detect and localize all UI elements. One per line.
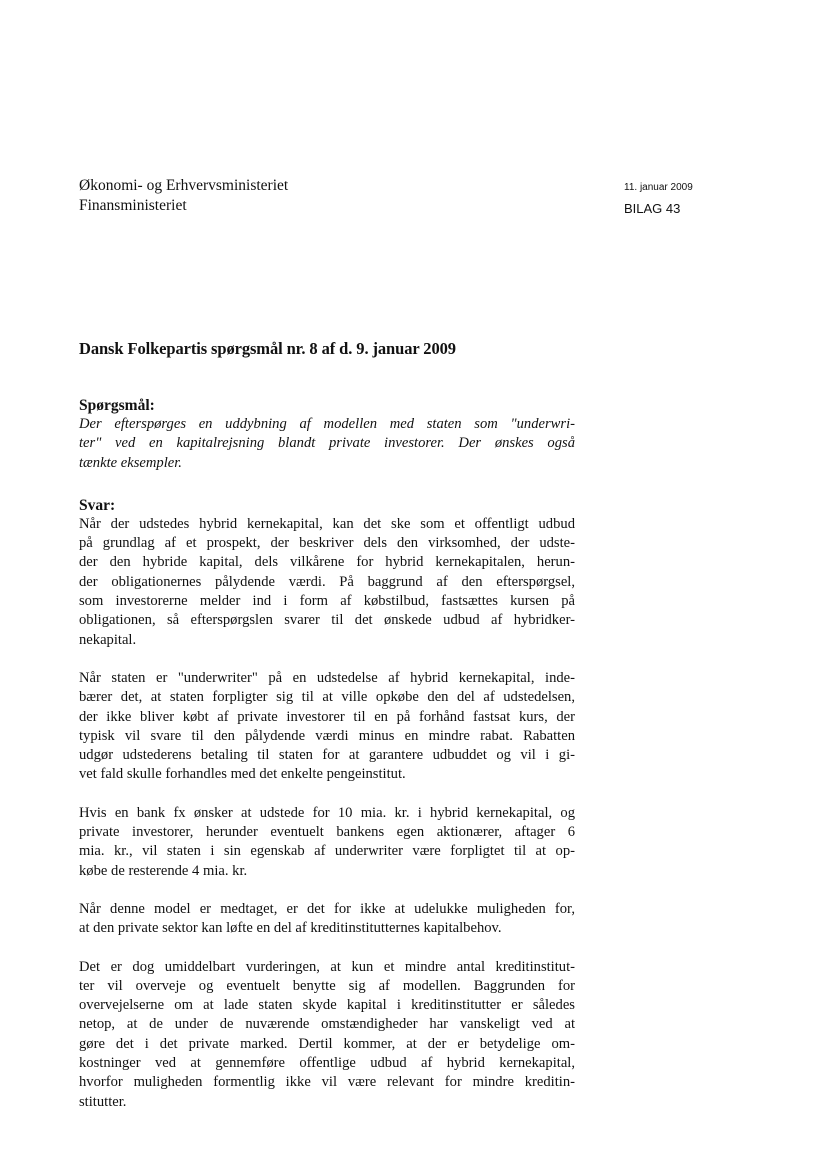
answer-line: private investorer, herunder eventuelt bankens egen aktionærer, aftager 6 — [79, 824, 575, 841]
answer-paragraph — [79, 515, 575, 650]
answer-line: købe de resterende 4 mia. kr. — [79, 862, 248, 879]
bilag-number: BILAG 43 — [624, 201, 681, 216]
answer-heading: Svar: — [79, 496, 116, 514]
ministry-block — [79, 176, 288, 216]
answer-line: nekapital. — [79, 631, 137, 648]
answer-paragraph — [79, 900, 575, 939]
answer-line: bærer det, at staten forpligter sig til at ville opkøbe den del af udstedelsen, — [79, 689, 575, 706]
answer-line: at den private sektor kan løfte en del af kreditinstitutternes kapitalbehov. — [79, 920, 502, 937]
document-body — [79, 396, 575, 1131]
answer-line: mia. kr., vil staten i sin egenskab af underwriter være forpligtet til at op- — [79, 843, 575, 860]
answer-line: Hvis en bank fx ønsker at udstede for 10 mia. kr. i hybrid kernekapital, og — [79, 804, 575, 821]
answer-paragraph — [79, 669, 575, 785]
question-line: ter" ved en kapitalrejsning blandt private investorer. Der ønskes også — [79, 435, 575, 452]
answer-line: på grundlag af et prospekt, der beskriver dels den virksomhed, der udste- — [79, 535, 575, 552]
answer-line: som investorerne melder ind i form af købstilbud, fastsættes kursen på — [79, 593, 575, 610]
answer-line: Når staten er "underwriter" på en udstedelse af hybrid kernekapital, inde- — [79, 669, 575, 686]
answer-line: der obligationernes pålydende værdi. På baggrund af den efterspørgsel, — [79, 573, 575, 590]
answer-line: gøre det i det private marked. Dertil kommer, at der er betydelige om- — [79, 1035, 575, 1052]
question-text — [79, 415, 575, 473]
question-heading: Spørgsmål: — [79, 397, 155, 414]
answer-line: hvorfor muligheden formentlig ikke vil være relevant for mindre kreditin- — [79, 1074, 575, 1091]
ministry-name: Finansministeriet — [79, 197, 187, 214]
question-line: tænkte eksempler. — [79, 454, 182, 471]
question-line: Der efterspørges en uddybning af modellen med staten som "underwri- — [79, 416, 575, 432]
document-meta — [624, 181, 693, 218]
ministry-name: Økonomi- og Erhvervsministeriet — [79, 177, 289, 194]
answer-line: vet fald skulle forhandles med det enkelte pengeinstitut. — [79, 766, 406, 783]
answer-line: kostninger ved at gennemføre offentlige udbud af hybrid kernekapital, — [79, 1055, 575, 1072]
answer-paragraph — [79, 804, 575, 881]
answer-line: der den hybride kapital, dels vilkårene for hybrid kernekapitalen, herun- — [79, 554, 575, 571]
answer-section — [79, 496, 575, 1112]
answer-line: typisk vil svare til den pålydende værdi minus en mindre rabat. Rabatten — [79, 727, 575, 744]
answer-line: overvejelserne om at lade staten skyde kapital i kreditinstitutter er således — [79, 997, 575, 1014]
question-section — [79, 396, 575, 473]
answer-paragraph — [79, 958, 575, 1112]
answer-line: ter vil overveje og eventuelt benytte sig af modellen. Baggrunden for — [79, 977, 575, 994]
document-title: Dansk Folkepartis spørgsmål nr. 8 af d. 9. januar 2009 — [79, 339, 456, 358]
answer-line: udgør udstederens betaling til staten for at garantere udbuddet og vil i gi- — [79, 747, 575, 764]
answer-line: netop, at de under de nuværende omstændigheder har vanskeligt ved at — [79, 1016, 575, 1033]
answer-line: der ikke bliver købt af private investorer til en på forhånd fastsat kurs, der — [79, 708, 575, 725]
answer-line: Når der udstedes hybrid kernekapital, kan det ske som et offentligt udbud — [79, 515, 575, 532]
document-date: 11. januar 2009 — [624, 182, 693, 193]
answer-line: Når denne model er medtaget, er det for ikke at udelukke muligheden for, — [79, 900, 575, 917]
answer-line: obligationen, så efterspørgslen svarer til det ønskede udbud af hybridker- — [79, 612, 575, 629]
answer-line: stitutter. — [79, 1093, 127, 1110]
answer-line: Det er dog umiddelbart vurderingen, at kun et mindre antal kreditinstitut- — [79, 958, 575, 975]
